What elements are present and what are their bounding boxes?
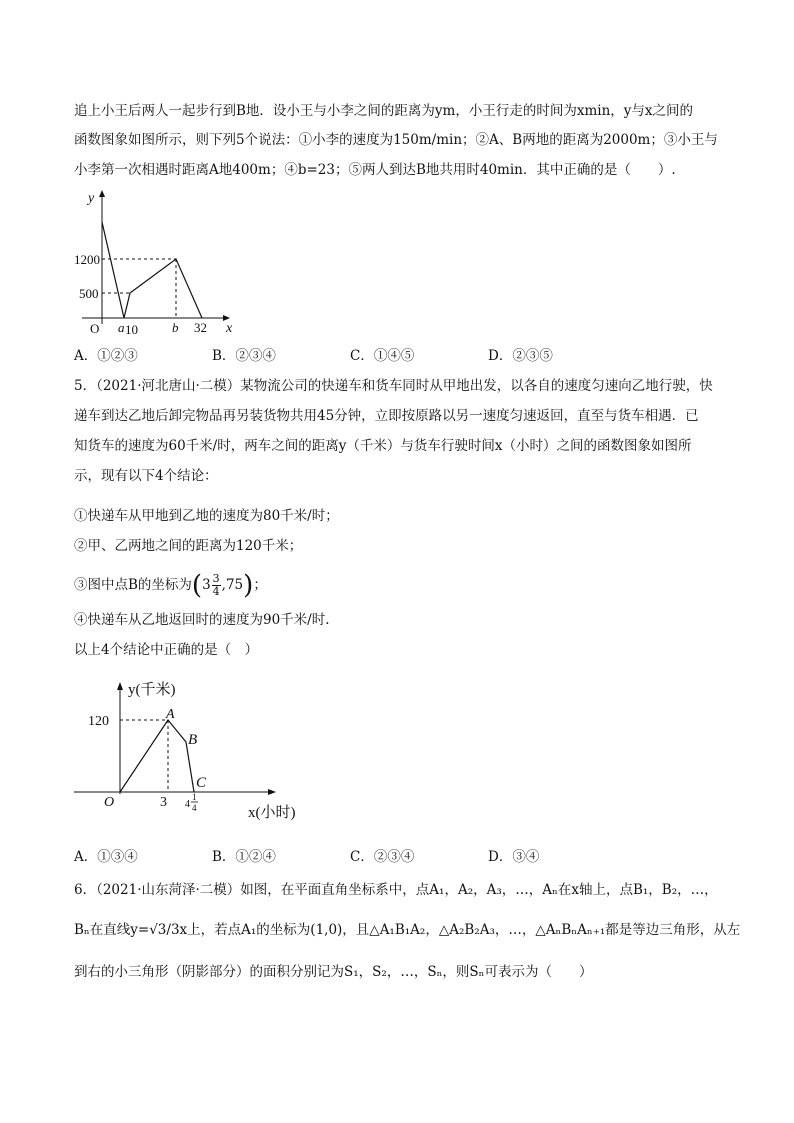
q5-coord-numerator: 3 [212,572,220,585]
q5-point-b: B [188,732,198,748]
q4-option-a[interactable]: A．①②③ [74,348,138,364]
q4-option-b[interactable]: B．②③④ [212,348,276,364]
q4-tick-32: 32 [194,320,207,335]
q5-x-arrow [268,789,276,795]
q4-line-1: 追上小王后两人一起步行到B地．设小王与小李之间的距离为ym，小王行走的时间为xmin，y与x之间的 [74,103,694,119]
q5-line-2: 递车到达乙地后卸完物品再另装货物共用45分钟，立即按原路以另一速度匀速返回，直至与货车相遇．已 [74,408,699,424]
q5-statement-1: ①快递车从甲地到乙地的速度为80千米/时； [74,508,339,524]
q5-origin: O [104,795,115,810]
q6-line-3: 到右的小三角形（阴影部分）的面积分别记为S₁，S₂，…，Sₙ，则Sₙ可表示为（ ） [74,964,593,980]
q4-y-label: y [88,191,95,206]
q5-option-b[interactable]: B．①②④ [212,849,276,865]
q5-point-a: A [166,707,175,722]
q4-y-arrow [99,190,105,197]
q4-option-c[interactable]: C．①④⑤ [350,348,415,364]
q5-option-c[interactable]: C．②③④ [350,849,415,865]
q5-statement-2: ②甲、乙两地之间的距离为120千米； [74,538,303,554]
q4-tick-1200: 1200 [74,252,100,267]
q5-statement-3-text: ③图中点B的坐标为 [74,577,192,593]
q6-line-2: Bₙ在直线y=√3/3x上，若点A₁的坐标为(1,0)，且△A₁B₁A₂，△A₂B₂A₃，…，△AₙBₙAₙ₊₁都是等边三角形，从左 [74,922,741,938]
q5-coord-denominator: 4 [212,585,220,598]
q5-coord-whole: 3 [202,577,211,593]
q4-origin: O [90,321,100,336]
q4-line-3: 小李第一次相遇时距离A地400m；④b=23；⑤两人到达B地共用时40min．其中正确的是（ ）. [74,162,676,178]
q5-y-arrow [117,682,123,690]
q5-coord-end: ； [253,577,267,593]
q5-y-label: y(千米) [128,682,176,698]
q4-line-2: 函数图象如图所示，则下列5个说法：①小李的速度为150m/min；②A、B两地的距离为2000m；③小王与 [74,132,718,148]
q4-tick-b: b [172,320,179,335]
q6-line-1: 6．（2021·山东菏泽·二模）如图，在平面直角坐标系中，点A₁，A₂，A₃，…，Aₙ在x轴上，点B₁，B₂，…， [74,882,718,898]
q5-graph [74,674,310,824]
q4-graph [74,186,244,338]
q4-graph-line [102,222,202,318]
q4-options [74,344,734,364]
q5-tick-4-num: 1 [192,792,197,802]
q4-option-d[interactable]: D．②③⑤ [488,348,553,364]
q5-line-4: 示，现有以下4个结论： [74,468,218,484]
q5-coord-rest: ,75 [221,577,244,593]
q5-line-3: 知货车的速度为60千米/时，两车之间的距离y（千米）与货车行驶时间x（小时）之间的函数图象如图所 [74,438,692,454]
q5-tick-4-den: 4 [192,803,197,813]
q5-option-a[interactable]: A．①③④ [74,849,138,865]
q5-options [74,845,734,865]
q4-tick-10: 10 [125,322,138,337]
q5-point-c: C [196,775,207,791]
q5-x-label: x(小时) [248,805,296,821]
q5-question: 以上4个结论中正确的是（ ） [74,642,259,658]
q4-x-label: x [226,321,233,336]
q5-tick-120: 120 [88,714,109,729]
q5-statement-3: ③图中点B的坐标为(3 $\frac{3}{4}$ ,75)； [74,570,267,601]
q4-tick-a: a [118,320,125,335]
q5-tick-3: 3 [160,795,167,810]
q4-tick-500: 500 [79,286,99,301]
q5-option-d[interactable]: D．③④ [488,849,540,865]
q5-statement-4: ④快递车从乙地返回时的速度为90千米/时. [74,612,330,628]
q5-graph-line [120,720,194,792]
q5-line-1: 5．（2021·河北唐山·二模）某物流公司的快递车和货车同时从甲地出发，以各自的速度匀速向乙地行驶，快 [74,378,713,394]
q5-tick-4-whole: 4 [185,799,190,810]
